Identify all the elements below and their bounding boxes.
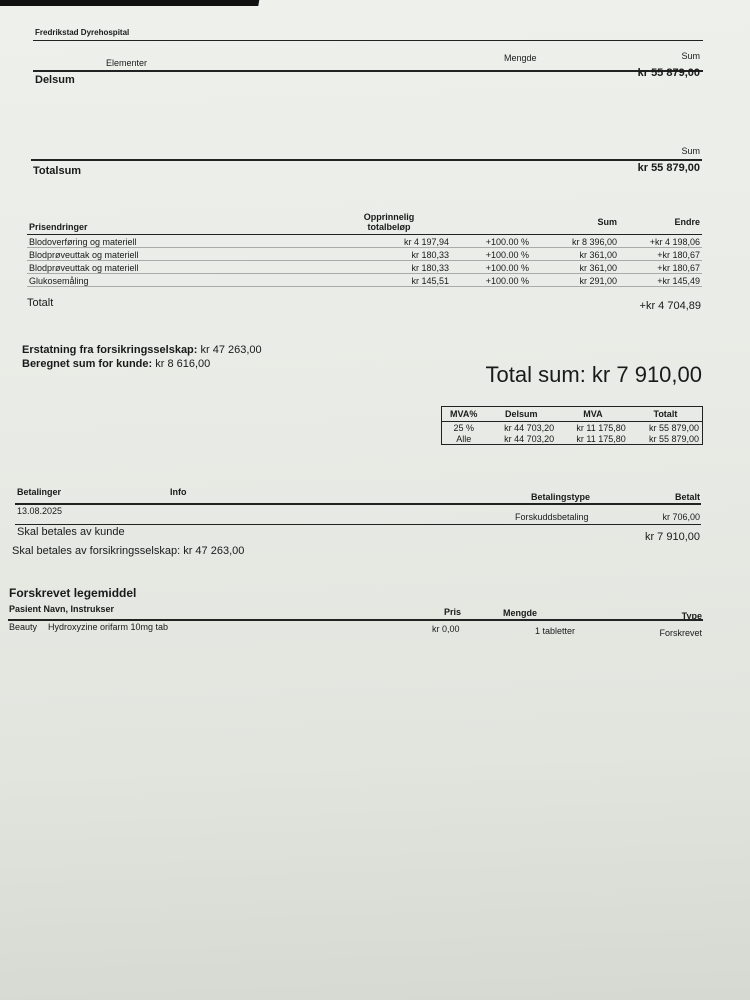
insurer-due-line <box>12 545 244 557</box>
row-original: kr 180,33 <box>327 248 451 261</box>
table-row <box>442 433 703 445</box>
subtotal-value: kr 55 879,00 <box>637 67 700 79</box>
insurance-label: Erstatning fra forsikringsselskap: <box>22 344 198 356</box>
payment-paid: kr 706,00 <box>662 512 700 522</box>
totalsum-value: kr 55 879,00 <box>637 162 700 174</box>
row-sum: kr 361,00 <box>531 261 619 274</box>
row-percent: +100.00 % <box>451 261 531 274</box>
col-percent <box>451 212 531 235</box>
payment-date: 13.08.2025 <box>17 506 63 516</box>
divider <box>15 524 701 525</box>
col-payment-type: Betalingstype <box>531 492 591 502</box>
rx-qty: 1 tabletter <box>535 626 576 636</box>
row-change: +kr 4 198,06 <box>619 235 702 248</box>
rx-type: Forskrevet <box>659 628 702 638</box>
row-change: +kr 180,67 <box>619 261 702 274</box>
row-percent: +100.00 % <box>451 248 531 261</box>
col-elements: Elementer <box>106 58 148 68</box>
prescription-title: Forskrevet legemiddel <box>9 586 137 600</box>
customer-due-value: kr 7 910,00 <box>644 531 700 543</box>
price-total-label: Totalt <box>27 297 54 309</box>
vat-col-vat: MVA <box>557 407 629 422</box>
customer-calc-line <box>22 358 210 370</box>
header-banner <box>0 0 262 6</box>
table-row <box>27 274 702 287</box>
vat-cell: kr 44 703,20 <box>504 422 555 433</box>
vat-cell: kr 44 703,20 <box>504 433 555 444</box>
rx-price: kr 0,00 <box>432 624 460 634</box>
table-row <box>27 248 702 261</box>
table-row <box>27 261 702 274</box>
col-original-total <box>327 212 451 235</box>
vat-cell: kr 11 175,80 <box>576 422 626 433</box>
price-changes-table <box>27 212 702 287</box>
insurer-due-value: kr 47 263,00 <box>183 545 245 557</box>
totalsum-label: Totalsum <box>33 165 82 177</box>
divider <box>31 159 702 161</box>
vat-cell: 25 % <box>453 422 474 433</box>
col-info: Info <box>170 487 187 497</box>
col-price-sum: Sum <box>597 217 617 227</box>
col-rx-qty: Mengde <box>503 608 538 618</box>
col-paid: Betalt <box>674 492 700 502</box>
row-name: Glukosemåling <box>27 274 327 287</box>
row-sum: kr 8 396,00 <box>531 235 619 248</box>
row-change: +kr 145,49 <box>619 274 702 287</box>
payment-type: Forskuddsbetaling <box>515 512 589 522</box>
divider <box>15 503 701 505</box>
row-change: +kr 180,67 <box>619 248 702 261</box>
col-change: Endre <box>674 217 700 227</box>
rx-patient: Beauty <box>9 622 38 632</box>
subtotal-label: Delsum <box>35 74 75 86</box>
col-price-changes: Prisendringer <box>29 222 88 232</box>
clinic-name: Fredrikstad Dyrehospital <box>35 28 130 37</box>
customer-due-label: Skal betales av kunde <box>17 526 125 538</box>
col-original-line2: totalbeløp <box>367 222 411 232</box>
vat-table <box>441 406 703 445</box>
col-original-line1: Opprinnelig <box>363 212 415 222</box>
row-sum: kr 361,00 <box>531 248 619 261</box>
price-total-value: +kr 4 704,89 <box>639 300 701 312</box>
col-quantity: Mengde <box>504 53 537 63</box>
customer-calc-label: Beregnet sum for kunde: <box>22 358 153 370</box>
row-percent: +100.00 % <box>451 235 531 248</box>
grand-total: Total sum: kr 7 910,00 <box>485 362 702 387</box>
row-percent: +100.00 % <box>451 274 531 287</box>
row-name: Blodoverføring og materiell <box>27 235 327 248</box>
vat-cell: kr 55 879,00 <box>648 433 699 444</box>
sum-header: Sum <box>681 146 700 156</box>
row-original: kr 180,33 <box>327 261 451 274</box>
table-row <box>27 235 702 248</box>
vat-col-subtotal: Delsum <box>485 407 557 422</box>
vat-cell: Alle <box>456 433 472 444</box>
vat-col-pct: MVA% <box>442 407 486 422</box>
row-name: Blodprøveuttak og materiell <box>27 261 327 274</box>
col-rx-type: Type <box>681 611 702 621</box>
customer-calc-value: kr 8 616,00 <box>155 358 211 370</box>
divider <box>33 40 703 41</box>
vat-cell: kr 55 879,00 <box>648 422 699 433</box>
rx-drug: Hydroxyzine orifarm 10mg tab <box>48 622 169 632</box>
col-rx-price: Pris <box>444 607 462 617</box>
row-original: kr 145,51 <box>327 274 451 287</box>
vat-col-total: Totalt <box>629 407 703 422</box>
row-name: Blodprøveuttak og materiell <box>27 248 327 261</box>
insurance-value: kr 47 263,00 <box>200 344 262 356</box>
insurance-line <box>22 344 262 356</box>
row-original: kr 4 197,94 <box>327 235 451 248</box>
row-sum: kr 291,00 <box>531 274 619 287</box>
divider <box>8 619 703 621</box>
col-patient: Pasient Navn, Instrukser <box>9 604 115 614</box>
col-sum: Sum <box>681 51 700 61</box>
vat-cell: kr 11 175,80 <box>576 433 626 444</box>
col-payments: Betalinger <box>17 487 62 497</box>
table-row <box>442 422 703 434</box>
insurer-due-label: Skal betales av forsikringsselskap: <box>12 545 181 557</box>
